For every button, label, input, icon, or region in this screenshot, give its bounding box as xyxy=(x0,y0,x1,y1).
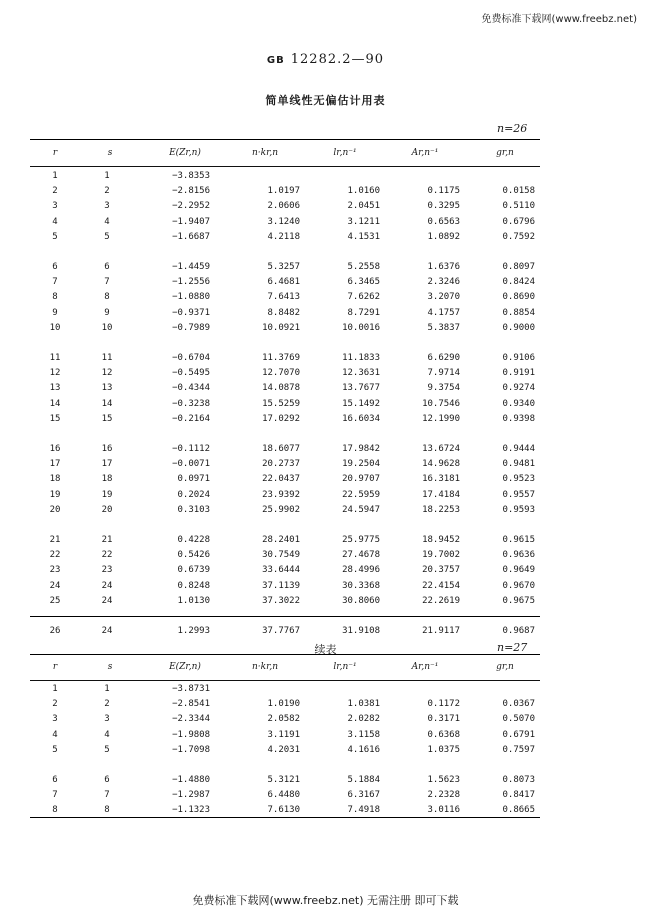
table-row xyxy=(30,550,540,564)
cell-nk: 11.3769 xyxy=(262,353,300,363)
header-linv: lr,n⁻¹ xyxy=(333,662,357,672)
cell-linv: 10.0016 xyxy=(342,322,380,333)
cell-ez: −1.4459 xyxy=(172,262,210,272)
cell-ainv: 0.1175 xyxy=(427,186,460,197)
cell-ainv: 2.3246 xyxy=(427,277,460,288)
table-row xyxy=(30,368,540,382)
table-row xyxy=(30,217,540,231)
table-row xyxy=(30,730,540,744)
cell-r: 26 xyxy=(49,626,61,636)
cell-r: 8 xyxy=(52,805,58,816)
cell-nk: 22.0437 xyxy=(262,474,300,485)
cell-ainv: 12.1990 xyxy=(422,413,460,424)
cell-nk: 3.1191 xyxy=(267,729,300,740)
table-title: 简单线性无偏估计用表 xyxy=(265,94,386,107)
cell-ainv: 0.1172 xyxy=(427,699,460,710)
cell-r: 25 xyxy=(49,595,61,606)
cell-nk: 5.3257 xyxy=(267,262,300,272)
table-row xyxy=(30,714,540,728)
cell-s: 5 xyxy=(104,744,110,755)
table-row xyxy=(30,535,540,549)
cell-ez: 0.8248 xyxy=(177,580,210,591)
table-row xyxy=(30,626,540,640)
cell-g: 0.9523 xyxy=(502,474,535,485)
cell-nk: 7.6413 xyxy=(267,292,300,303)
standard-code xyxy=(0,52,651,67)
watermark-top: 免费标准下载网(www.freebz.net) xyxy=(481,14,637,25)
cell-s: 11 xyxy=(101,353,113,363)
cell-linv: 15.1492 xyxy=(342,398,380,409)
cell-linv: 8.7291 xyxy=(347,307,380,318)
cell-linv: 16.6034 xyxy=(342,413,380,424)
cell-ainv: 13.6724 xyxy=(422,444,460,454)
cell-r: 4 xyxy=(52,729,58,740)
cell-s: 2 xyxy=(104,186,110,197)
cell-ez: −2.3344 xyxy=(172,714,210,725)
cell-nk: 37.1139 xyxy=(262,580,300,591)
cell-ez: −1.4880 xyxy=(172,775,210,785)
cell-r: 8 xyxy=(52,292,58,303)
cell-nk: 14.0878 xyxy=(262,383,300,394)
cell-g: 0.5110 xyxy=(502,201,535,212)
table-row xyxy=(30,414,540,428)
cell-g: 0.7592 xyxy=(502,231,535,242)
table-row xyxy=(30,775,540,789)
standard-prefix: GB xyxy=(266,55,285,66)
cell-s: 6 xyxy=(104,262,110,272)
table1-bottom-rule xyxy=(30,616,540,617)
cell-ez: 0.5426 xyxy=(177,550,210,561)
cell-r: 7 xyxy=(52,790,58,801)
cell-r: 24 xyxy=(49,580,61,591)
cell-g: 0.8665 xyxy=(502,805,535,816)
cell-r: 15 xyxy=(49,413,61,424)
cell-ez: −1.6687 xyxy=(172,231,210,242)
cell-s: 8 xyxy=(104,805,110,816)
table1-top-rule xyxy=(30,139,540,140)
cell-s: 20 xyxy=(101,504,113,515)
cell-linv: 25.9775 xyxy=(342,535,380,545)
cell-linv: 3.1158 xyxy=(347,729,380,740)
cell-ez: −1.7098 xyxy=(172,744,210,755)
cell-ainv: 18.9452 xyxy=(422,535,460,545)
cell-r: 5 xyxy=(52,744,58,755)
cell-ez: −0.2164 xyxy=(172,413,210,424)
cell-ez: −3.8731 xyxy=(172,684,210,694)
cell-ez: 0.3103 xyxy=(177,504,210,515)
cell-g: 0.9675 xyxy=(502,595,535,606)
table-row xyxy=(30,699,540,713)
table1-header-rule xyxy=(30,166,540,167)
cell-g: 0.5070 xyxy=(502,714,535,725)
cell-ainv: 0.3295 xyxy=(427,201,460,212)
table1-header xyxy=(30,148,540,162)
cell-ez: 0.6739 xyxy=(177,565,210,576)
cell-linv: 1.0381 xyxy=(347,699,380,710)
cell-ez: −1.2987 xyxy=(172,790,210,801)
cell-linv: 20.9707 xyxy=(342,474,380,485)
cell-nk: 6.4480 xyxy=(267,790,300,801)
table-row xyxy=(30,171,540,185)
cell-linv: 6.3167 xyxy=(347,790,380,801)
cell-r: 3 xyxy=(52,714,58,725)
cell-s: 1 xyxy=(104,171,110,181)
cell-s: 6 xyxy=(104,775,110,785)
cell-s: 16 xyxy=(101,444,113,454)
table-row xyxy=(30,790,540,804)
cell-ainv: 0.6563 xyxy=(427,216,460,227)
cell-s: 1 xyxy=(104,684,110,694)
table-row xyxy=(30,565,540,579)
cell-r: 6 xyxy=(52,262,58,272)
cell-linv: 28.4996 xyxy=(342,565,380,576)
cell-s: 18 xyxy=(101,474,113,485)
cell-linv: 5.1884 xyxy=(347,775,380,785)
cell-ez: −0.0071 xyxy=(172,459,210,470)
cell-ez: −0.5495 xyxy=(172,368,210,379)
cell-s: 24 xyxy=(101,595,113,606)
cell-nk: 30.7549 xyxy=(262,550,300,561)
cell-ainv: 20.3757 xyxy=(422,565,460,576)
cell-r: 6 xyxy=(52,775,58,785)
cell-g: 0.9636 xyxy=(502,550,535,561)
cell-s: 3 xyxy=(104,714,110,725)
cell-linv: 13.7677 xyxy=(342,383,380,394)
cell-g: 0.7597 xyxy=(502,744,535,755)
cell-linv: 2.0282 xyxy=(347,714,380,725)
cell-r: 17 xyxy=(49,459,61,470)
cell-s: 10 xyxy=(101,322,113,333)
cell-g: 0.6796 xyxy=(502,216,535,227)
cell-r: 7 xyxy=(52,277,58,288)
cell-r: 11 xyxy=(49,353,61,363)
cell-s: 12 xyxy=(101,368,113,379)
cell-linv: 24.5947 xyxy=(342,504,380,515)
table-row xyxy=(30,308,540,322)
table-row xyxy=(30,201,540,215)
cell-r: 1 xyxy=(52,684,58,694)
cell-r: 22 xyxy=(49,550,61,561)
cell-nk: 6.4681 xyxy=(267,277,300,288)
cell-nk: 23.9392 xyxy=(262,489,300,500)
cell-r: 21 xyxy=(49,535,61,545)
header-r: r xyxy=(52,662,58,672)
header-linv: lr,n⁻¹ xyxy=(333,148,357,158)
cell-nk: 2.0606 xyxy=(267,201,300,212)
cell-linv: 3.1211 xyxy=(347,216,380,227)
table-row xyxy=(30,399,540,413)
cell-ez: −0.4344 xyxy=(172,383,210,394)
cell-g: 0.9340 xyxy=(502,398,535,409)
header-ez: E(Zr,n) xyxy=(169,148,201,158)
cell-nk: 8.8482 xyxy=(267,307,300,318)
cell-ainv: 5.3837 xyxy=(427,322,460,333)
cell-ez: −2.8156 xyxy=(172,186,210,197)
cell-ainv: 9.3754 xyxy=(427,383,460,394)
cell-ez: 1.0130 xyxy=(177,595,210,606)
table-row xyxy=(30,505,540,519)
cell-linv: 30.8060 xyxy=(342,595,380,606)
table-row xyxy=(30,490,540,504)
cell-ainv: 0.6368 xyxy=(427,729,460,740)
cell-g: 0.9481 xyxy=(502,459,535,470)
cell-ez: −0.7989 xyxy=(172,322,210,333)
cell-s: 7 xyxy=(104,790,110,801)
table-row xyxy=(30,581,540,595)
table-row xyxy=(30,444,540,458)
cell-ez: −1.9407 xyxy=(172,216,210,227)
cell-s: 7 xyxy=(104,277,110,288)
cell-ainv: 18.2253 xyxy=(422,504,460,515)
table-row xyxy=(30,474,540,488)
cell-s: 14 xyxy=(101,398,113,409)
table-row xyxy=(30,383,540,397)
cell-ainv: 1.0375 xyxy=(427,744,460,755)
cell-ainv: 1.5623 xyxy=(427,775,460,785)
cell-s: 2 xyxy=(104,699,110,710)
cell-ez: 0.2024 xyxy=(177,489,210,500)
cell-g: 0.9106 xyxy=(502,353,535,363)
table2-header xyxy=(30,662,540,676)
table-row xyxy=(30,292,540,306)
cell-ez: −1.2556 xyxy=(172,277,210,288)
cell-ez: −1.0880 xyxy=(172,292,210,303)
cell-ez: −1.9808 xyxy=(172,729,210,740)
cell-g: 0.0367 xyxy=(502,699,535,710)
header-g: gr,n xyxy=(496,662,514,672)
cell-s: 5 xyxy=(104,231,110,242)
cell-g: 0.9615 xyxy=(502,535,535,545)
cell-ez: −1.1323 xyxy=(172,805,210,816)
cell-linv: 30.3368 xyxy=(342,580,380,591)
cell-ez: 0.4228 xyxy=(177,535,210,545)
cell-linv: 4.1531 xyxy=(347,231,380,242)
cell-g: 0.9670 xyxy=(502,580,535,591)
cell-ez: −0.1112 xyxy=(172,444,210,454)
header-g: gr,n xyxy=(496,148,514,158)
cell-linv: 27.4678 xyxy=(342,550,380,561)
table-row xyxy=(30,459,540,473)
cell-s: 8 xyxy=(104,292,110,303)
table-row xyxy=(30,596,540,610)
cell-linv: 22.5959 xyxy=(342,489,380,500)
cell-g: 0.6791 xyxy=(502,729,535,740)
cell-ainv: 3.0116 xyxy=(427,805,460,816)
cell-ainv: 22.2619 xyxy=(422,595,460,606)
table1-n-label: n=26 xyxy=(497,122,528,135)
cell-r: 12 xyxy=(49,368,61,379)
header-s: s xyxy=(107,148,113,158)
cell-r: 2 xyxy=(52,186,58,197)
cell-r: 19 xyxy=(49,489,61,500)
cell-nk: 18.6077 xyxy=(262,444,300,454)
cell-ez: −2.8541 xyxy=(172,699,210,710)
cell-s: 17 xyxy=(101,459,113,470)
cell-ainv: 6.6290 xyxy=(427,353,460,363)
header-nk: n·kr,n xyxy=(251,662,279,672)
continued-table-caption: 续表 xyxy=(314,643,337,656)
cell-g: 0.8417 xyxy=(502,790,535,801)
table-row xyxy=(30,277,540,291)
cell-r: 13 xyxy=(49,383,61,394)
cell-ainv: 22.4154 xyxy=(422,580,460,591)
header-r: r xyxy=(52,148,58,158)
cell-ainv: 16.3181 xyxy=(422,474,460,485)
cell-ainv: 3.2070 xyxy=(427,292,460,303)
cell-nk: 33.6444 xyxy=(262,565,300,576)
cell-r: 3 xyxy=(52,201,58,212)
table-row xyxy=(30,232,540,246)
cell-linv: 2.0451 xyxy=(347,201,380,212)
cell-ainv: 10.7546 xyxy=(422,398,460,409)
cell-g: 0.0158 xyxy=(502,186,535,197)
table-row xyxy=(30,353,540,367)
cell-r: 4 xyxy=(52,216,58,227)
cell-nk: 10.0921 xyxy=(262,322,300,333)
cell-s: 3 xyxy=(104,201,110,212)
header-s: s xyxy=(107,662,113,672)
cell-linv: 6.3465 xyxy=(347,277,380,288)
cell-nk: 3.1240 xyxy=(267,216,300,227)
cell-r: 9 xyxy=(52,307,58,318)
cell-g: 0.8097 xyxy=(502,262,535,272)
cell-r: 1 xyxy=(52,171,58,181)
cell-nk: 2.0582 xyxy=(267,714,300,725)
cell-s: 19 xyxy=(101,489,113,500)
cell-linv: 11.1833 xyxy=(342,353,380,363)
table2-top-rule xyxy=(30,654,540,655)
cell-g: 0.9649 xyxy=(502,565,535,576)
cell-s: 4 xyxy=(104,216,110,227)
table2-header-rule xyxy=(30,680,540,681)
cell-ainv: 2.2328 xyxy=(427,790,460,801)
cell-r: 5 xyxy=(52,231,58,242)
cell-ez: 0.0971 xyxy=(177,474,210,485)
cell-ainv: 0.3171 xyxy=(427,714,460,725)
table2-n-label: n=27 xyxy=(497,641,528,654)
cell-nk: 7.6130 xyxy=(267,805,300,816)
cell-r: 2 xyxy=(52,699,58,710)
cell-s: 15 xyxy=(101,413,113,424)
cell-nk: 37.3022 xyxy=(262,595,300,606)
header-nk: n·kr,n xyxy=(251,148,279,158)
cell-linv: 31.9108 xyxy=(342,626,380,636)
cell-ainv: 17.4184 xyxy=(422,489,460,500)
cell-r: 14 xyxy=(49,398,61,409)
cell-r: 16 xyxy=(49,444,61,454)
cell-g: 0.9398 xyxy=(502,413,535,424)
table-row xyxy=(30,684,540,698)
cell-ainv: 14.9628 xyxy=(422,459,460,470)
cell-nk: 20.2737 xyxy=(262,459,300,470)
cell-nk: 4.2118 xyxy=(267,231,300,242)
cell-g: 0.9557 xyxy=(502,489,535,500)
cell-ez: 1.2993 xyxy=(177,626,210,636)
cell-nk: 5.3121 xyxy=(267,775,300,785)
cell-g: 0.9593 xyxy=(502,504,535,515)
cell-s: 21 xyxy=(101,535,113,545)
header-ainv: Ar,n⁻¹ xyxy=(411,148,439,158)
watermark-bottom: 免费标准下载网(www.freebz.net) 无需注册 即可下载 xyxy=(192,894,459,907)
cell-ez: −0.9371 xyxy=(172,307,210,318)
cell-nk: 12.7070 xyxy=(262,368,300,379)
header-ainv: Ar,n⁻¹ xyxy=(411,662,439,672)
cell-nk: 37.7767 xyxy=(262,626,300,636)
cell-ez: −2.2952 xyxy=(172,201,210,212)
cell-ainv: 1.0892 xyxy=(427,231,460,242)
table-row xyxy=(30,262,540,276)
cell-g: 0.8690 xyxy=(502,292,535,303)
cell-ez: −0.6704 xyxy=(172,353,210,363)
cell-linv: 7.6262 xyxy=(347,292,380,303)
cell-ez: −3.8353 xyxy=(172,171,210,181)
cell-g: 0.8424 xyxy=(502,277,535,288)
cell-nk: 1.0197 xyxy=(267,186,300,197)
cell-linv: 7.4918 xyxy=(347,805,380,816)
cell-s: 9 xyxy=(104,307,110,318)
cell-g: 0.8854 xyxy=(502,307,535,318)
cell-nk: 1.0190 xyxy=(267,699,300,710)
cell-g: 0.9000 xyxy=(502,322,535,333)
cell-nk: 17.0292 xyxy=(262,413,300,424)
cell-linv: 5.2558 xyxy=(347,262,380,272)
cell-r: 10 xyxy=(49,322,61,333)
cell-linv: 1.0160 xyxy=(347,186,380,197)
cell-nk: 4.2031 xyxy=(267,744,300,755)
cell-nk: 28.2401 xyxy=(262,535,300,545)
cell-s: 4 xyxy=(104,729,110,740)
cell-nk: 25.9902 xyxy=(262,504,300,515)
cell-s: 24 xyxy=(101,580,113,591)
cell-g: 0.8073 xyxy=(502,775,535,785)
cell-ainv: 7.9714 xyxy=(427,368,460,379)
cell-linv: 19.2504 xyxy=(342,459,380,470)
cell-ez: −0.3238 xyxy=(172,398,210,409)
table-row xyxy=(30,323,540,337)
cell-s: 23 xyxy=(101,565,113,576)
cell-linv: 12.3631 xyxy=(342,368,380,379)
cell-ainv: 4.1757 xyxy=(427,307,460,318)
cell-r: 18 xyxy=(49,474,61,485)
cell-linv: 4.1616 xyxy=(347,744,380,755)
cell-ainv: 21.9117 xyxy=(422,626,460,636)
cell-s: 24 xyxy=(101,626,113,636)
table2-bottom-rule xyxy=(30,817,540,818)
standard-number: 12282.2—90 xyxy=(290,52,385,67)
cell-ainv: 1.6376 xyxy=(427,262,460,272)
table-row xyxy=(30,745,540,759)
cell-g: 0.9191 xyxy=(502,368,535,379)
cell-r: 23 xyxy=(49,565,61,576)
cell-g: 0.9687 xyxy=(502,626,535,636)
cell-s: 22 xyxy=(101,550,113,561)
cell-g: 0.9444 xyxy=(502,444,535,454)
cell-linv: 17.9842 xyxy=(342,444,380,454)
cell-nk: 15.5259 xyxy=(262,398,300,409)
cell-ainv: 19.7002 xyxy=(422,550,460,561)
cell-s: 13 xyxy=(101,383,113,394)
cell-g: 0.9274 xyxy=(502,383,535,394)
cell-r: 20 xyxy=(49,504,61,515)
header-ez: E(Zr,n) xyxy=(169,662,201,672)
table-row xyxy=(30,186,540,200)
